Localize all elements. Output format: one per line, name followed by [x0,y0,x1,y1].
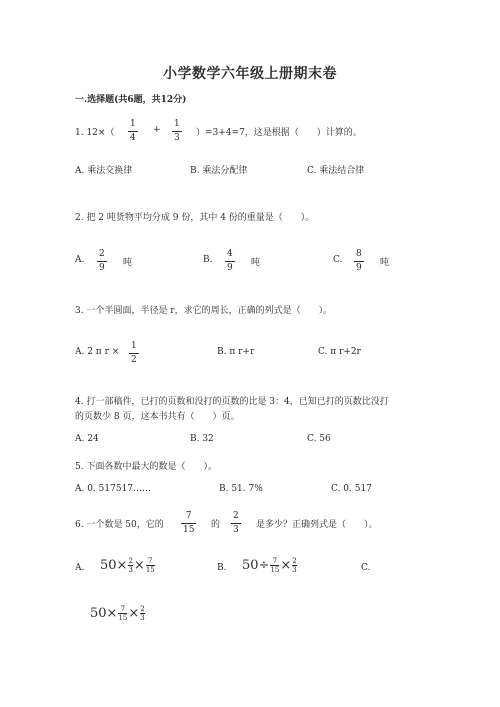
q4-option-a[interactable]: A. 24 [75,434,99,444]
fraction-bar [128,131,138,132]
denominator: 15 [270,566,280,574]
q1-option-b[interactable]: B. 乘法分配律 [190,166,248,176]
q1-suffix: ）=3+4=7，这是根据（ ）计算的。 [196,128,362,138]
number: 50 [90,606,107,621]
q1-f2-numerator: 1 [174,119,180,129]
q6-option-c-expression [90,605,146,622]
denominator: 9 [356,263,362,273]
numerator: 8 [356,249,362,259]
q3-option-c[interactable]: C. π r+2r [318,347,361,357]
operator: × [280,558,292,573]
fraction-bar [225,261,235,262]
q1-f1-denominator: 4 [130,133,136,143]
q3-stem: 3. 一个半圆面，半径是 r，求它的周长，正确的列式是（ ）。 [75,306,333,316]
q5-stem: 5. 下面各数中最大的数是（ ）。 [75,462,217,472]
q1-prefix: 1. 12×（ [75,128,115,138]
q2-option-b-unit: 吨 [251,258,261,268]
denominator: 9 [99,263,105,273]
q2-option-b-label[interactable]: B. [203,255,213,265]
denominator: 15 [118,614,128,622]
q1-f1-numerator: 1 [130,119,136,129]
denominator: 9 [227,263,233,273]
numerator: 7 [120,605,126,613]
q6-option-b-label[interactable]: B. [217,563,227,573]
q1-option-a[interactable]: A. 乘法交换律 [75,166,133,176]
q1-plus: + [153,125,161,135]
numerator: 1 [131,341,137,351]
q3-option-a[interactable]: A. 2 π r × [75,347,120,357]
q2-option-a-fraction [97,249,107,274]
q3-option-a-fraction [129,341,139,366]
q1-fraction-2 [172,119,182,144]
fraction-bar [97,261,107,262]
q2-option-a-unit: 吨 [123,258,133,268]
operator: × [133,558,145,573]
q4-stem-line-2: 的页数少 8 页，这本书共有（ ）页。 [75,412,240,422]
numerator: 7 [185,511,192,521]
expr-fraction [128,557,132,574]
operator: × [116,558,128,573]
fraction-bar [354,261,364,262]
q6-stem-part-2: 的 [211,520,221,530]
q6-option-b-expression [242,557,298,574]
q2-option-c-label[interactable]: C. [333,255,343,265]
operator: ÷ [258,558,270,573]
denominator: 15 [145,566,155,574]
page-title: 小学数学六年级上册期末卷 [163,66,337,82]
q1-fraction-1 [128,119,138,144]
q6-stem-fraction-2 [231,511,241,536]
q2-option-c-fraction [354,249,364,274]
q5-option-c[interactable]: C. 0. 517 [331,484,372,494]
q2-stem: 2. 把 2 吨货物平均分成 9 份，其中 4 份的重量是（ ）。 [75,213,315,223]
operator: × [106,606,118,621]
expr-fraction [292,557,296,574]
q5-option-a[interactable]: A. 0. 517517…… [75,484,152,494]
q6-stem-part-3: 是多少？正确列式是（ ）。 [256,520,378,530]
fraction-bar [172,131,182,132]
q4-stem-line-1: 4. 打一部稿件，已打的页数和没打的页数的比是 3：4，已知已打的页数比没打 [75,397,389,407]
q3-option-b[interactable]: B. π r+r [217,347,255,357]
denominator: 3 [233,525,239,535]
denominator: 15 [183,525,195,535]
numerator: 2 [99,249,105,259]
q6-option-a-label[interactable]: A. [75,563,85,573]
expr-fraction [140,605,144,622]
numerator: 2 [128,557,133,565]
denominator: 3 [140,614,145,622]
fraction-bar [181,523,196,524]
numerator: 2 [233,511,239,521]
q6-stem-part-1: 6. 一个数是 50，它的 [75,520,164,530]
q2-option-b-fraction [225,249,235,274]
fraction-bar [129,353,139,354]
operator: × [128,606,140,621]
number: 50 [242,558,259,573]
q6-option-c-label[interactable]: C. [361,563,371,573]
numerator: 7 [272,557,278,565]
numerator: 4 [227,249,233,259]
q2-option-a-label[interactable]: A. [75,255,85,265]
q6-stem-fraction-1 [181,511,196,536]
q4-option-c[interactable]: C. 56 [307,434,331,444]
numerator: 7 [148,557,153,565]
denominator: 3 [292,566,297,574]
denominator: 2 [131,355,137,365]
q5-option-b[interactable]: B. 51. 7% [219,484,263,494]
q1-option-c[interactable]: C. 乘法结合律 [307,166,365,176]
expr-fraction [270,557,279,574]
q2-option-c-unit: 吨 [380,258,390,268]
number: 50 [100,558,117,573]
numerator: 2 [292,557,297,565]
expr-fraction [118,605,127,622]
q4-option-b[interactable]: B. 32 [190,434,214,444]
q6-option-a-expression [100,557,156,574]
numerator: 2 [140,605,145,613]
expr-fraction [146,557,155,574]
q1-f2-denominator: 3 [174,133,180,143]
section-heading: 一.选择题(共6题，共12分) [75,95,187,105]
fraction-bar [231,523,241,524]
denominator: 3 [128,566,133,574]
